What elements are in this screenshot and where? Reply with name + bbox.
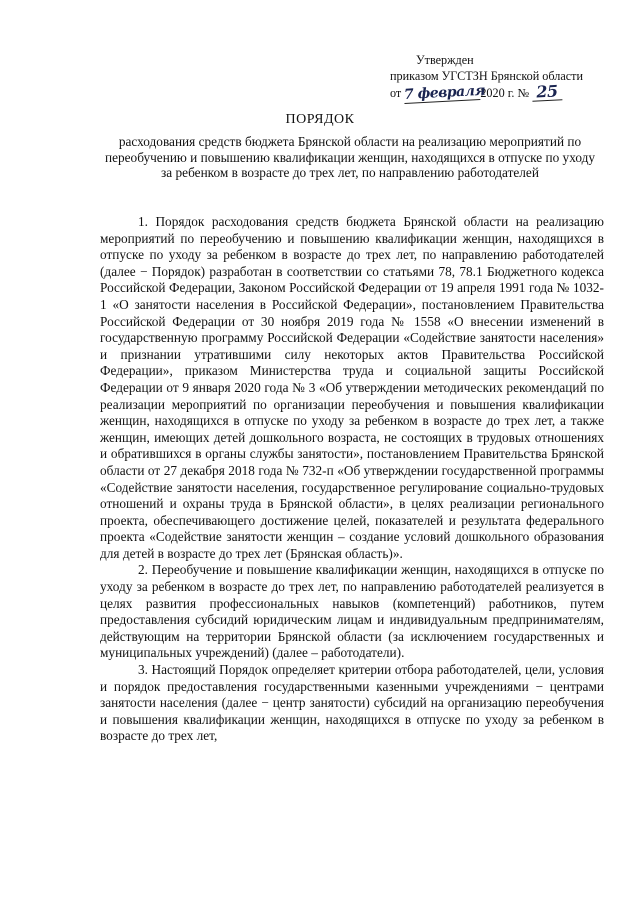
handwritten-date: 7 февраля: [403, 82, 486, 103]
approval-date-prefix: от: [390, 86, 402, 100]
approval-line-order: приказом УГСТЗН Брянской области: [390, 69, 584, 83]
approval-date-suffix: 2020 г. №: [480, 86, 530, 100]
paragraph-2: 2. Переобучение и повышение квалификации женщин, находящихся в отпуске по уходу за ребенком в возрасте до трех лет, по направлению работодателей реализуется в целях развития профессиональных навыков (компетенций) работников, путем предоставления субсидий юридическим лицам и индивидуальным предпринимателям, действующим на территории Брянской области (за исключением государственных и муниципальных учреждений) (далее – работодатели).: [100, 562, 604, 661]
approval-line-date: [390, 81, 620, 103]
handwritten-order-number: 25: [532, 83, 563, 102]
document-title: ПОРЯДОК: [285, 112, 355, 127]
document-subtitle: расходования средств бюджета Брянской области на реализацию мероприятий по переобучению и повышению квалификации женщин, находящихся в отпуске по уходу за ребенком в возрасте до трех лет, по направлению работодателей: [104, 134, 596, 181]
paragraph-1: 1. Порядок расходования средств бюджета Брянской области на реализацию мероприятий по переобучению и повышению квалификации женщин, находящихся в отпуске по уходу за ребенком в возрасте до трех лет, по направлению работодателей (далее − Порядок) разработан в соответствии со статьями 78, 78.1 Бюджетного кодекса Российской Федерации, Законом Российской Федерации от 19 апреля 1991 года № 1032-1 «О занятости населения в Российской Федерации», постановлением Правительства Российской Федерации от 30 ноября 2019 года № 1558 «О внесении изменений в государственную программу Российской Федерации «Содействие занятости населения» и признании утратившими силу некоторых актов Правительства Российской Федерации», приказом Министерства труда и социальной защиты Российской Федерации от 9 января 2020 года № 3 «Об утверждении методических рекомендаций по реализации мероприятий по организации переобучения и повышения квалификации женщин, находящихся в отпуске по уходу за ребенком в возрасте до трех лет, а также женщин, имеющих детей дошкольного возраста, не состоящих в трудовых отношениях и обратившихся в органы службы занятости», постановлением Правительства Брянской области от 27 декабря 2018 года № 732-п «Об утверждении государственной программы «Содействие занятости населения, государственное регулирование социально-трудовых отношений и охраны труда в Брянской области», в целях реализации регионального проекта, обеспечивающего достижение целей, показателей и результата федерального проекта «Содействие занятости женщин – создание условий дошкольного образования для детей в возрасте до трех лет (Брянская область)».: [100, 214, 604, 561]
approval-stamp-block: [390, 52, 620, 102]
document-body: [100, 214, 604, 745]
paragraph-3: 3. Настоящий Порядок определяет критерии отбора работодателей, цели, условия и порядок предоставления государственными казенными учреждениями − центрами занятости населения (далее − центр занятости) субсидий на организацию переобучения и повышения квалификации женщин, находящихся в отпуске по уходу за ребенком в возрасте до трех лет,: [100, 662, 604, 744]
approval-line-approved: Утвержден: [416, 53, 474, 67]
